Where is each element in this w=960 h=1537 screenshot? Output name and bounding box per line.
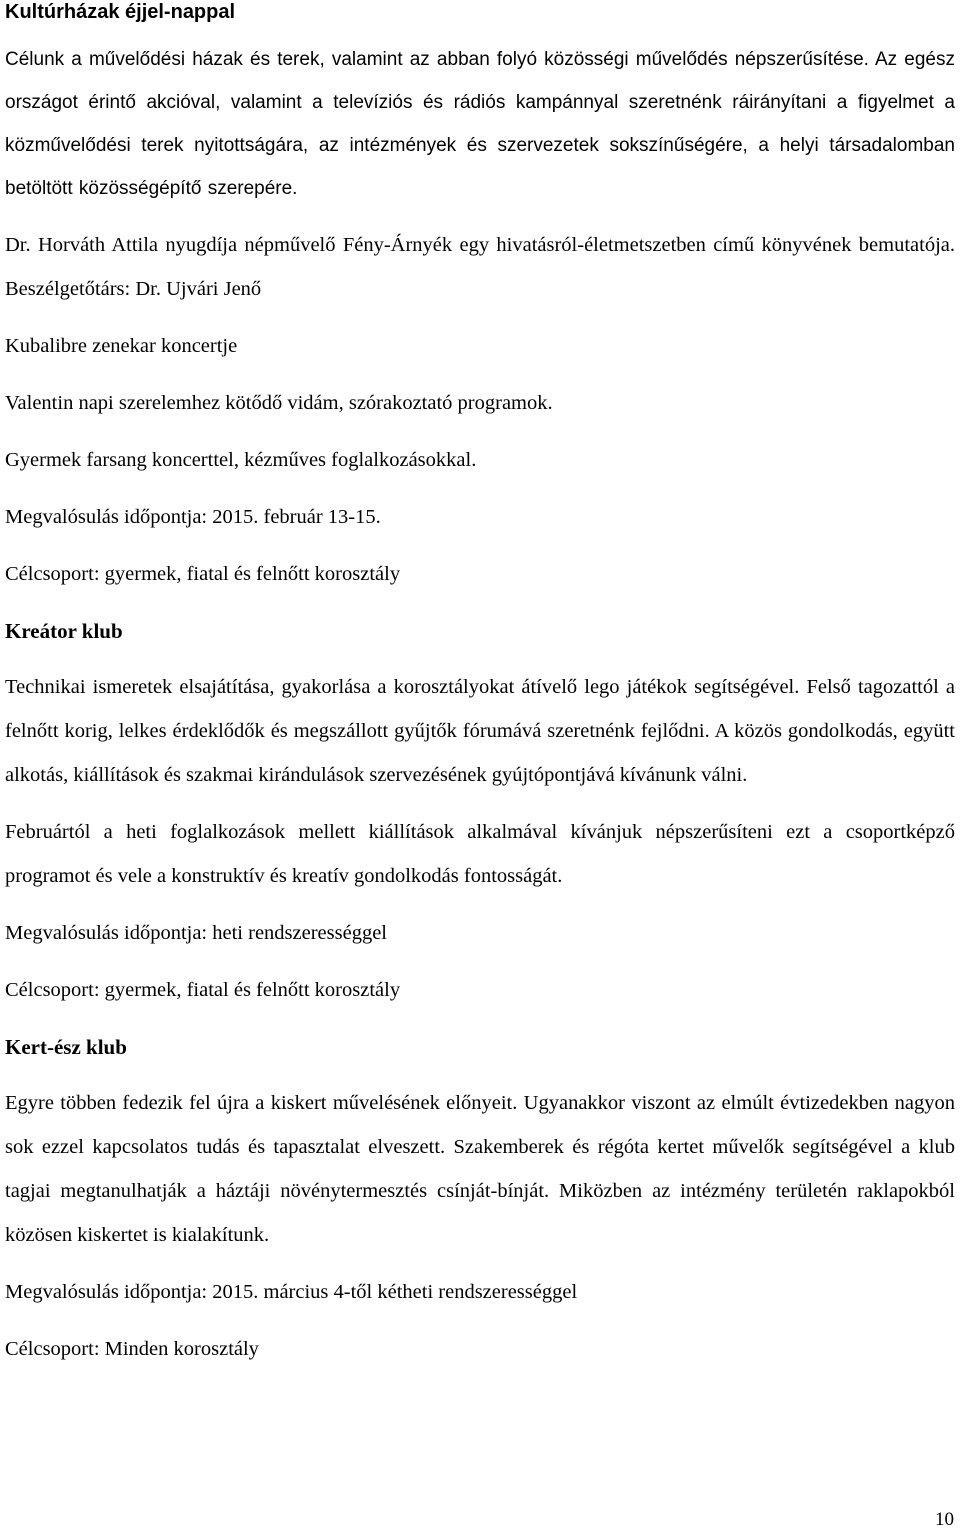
kulturhazak-date: Megvalósulás időpontja: 2015. február 13-15. [5,506,381,528]
section-title-kulturhazak: Kultúrházak éjjel-nappal [5,1,236,23]
kertesz-target: Célcsoport: Minden korosztály [5,1338,259,1360]
kulturhazak-carnival: Gyermek farsang koncerttel, kézműves foglalkozásokkal. [5,449,477,471]
kreator-paragraph-2: Februártól a heti foglalkozások mellett kiállítások alkalmával kívánjuk népszerűsíteni ezt a csoportképző programot és vele a konstruktív és kreatív gondolkodás fontosságát. [5,821,955,887]
page-content [5,0,955,1371]
kulturhazak-concert: Kubalibre zenekar koncertje [5,335,238,357]
kreator-target: Célcsoport: gyermek, fiatal és felnőtt korosztály [5,979,401,1001]
kertesz-paragraph-1: Egyre többen fedezik fel újra a kiskert művelésének előnyeit. Ugyanakkor viszont az elmúlt évtizedekben nagyon sok ezzel kapcsolatos tudás és tapasztalat elveszett. Szakemberek és régóta kertet művelők segítségével a klub tagjai megtanulhatják a háztáji növénytermesztés csínját-bínját. Miközben az intézmény területén raklapokból közösen kiskertet is kialakítunk. [5,1092,955,1246]
section-title-kertesz: Kert-ész klub [5,1035,127,1059]
kreator-paragraph-1: Technikai ismeretek elsajátítása, gyakorlása a korosztályokat átívelő lego játékok segítségével. Felső tagozattól a felnőtt korig, lelkes érdeklődők és megszállott gyűjtők fórumává szeretnénk fejlődni. A közös gondolkodás, együtt alkotás, kiállítások és szakmai kirándulások szervezésének gyújtópontjává kívánunk válni. [5,676,955,786]
kulturhazak-valentine: Valentin napi szerelemhez kötődő vidám, szórakoztató programok. [5,392,553,414]
kreator-date: Megvalósulás időpontja: heti rendszerességgel [5,922,387,944]
kulturhazak-intro: Célunk a művelődési házak és terek, valamint az abban folyó közösségi művelődés népszerűsítése. Az egész országot érintő akcióval, valamint a televíziós és rádiós kampánnyal szeretnénk ráirányítani a figyelmet a közművelődési terek nyitottságára, az intézmények és szervezetek sokszínűségére, a helyi társadalomban betöltött közösségépítő szerepére. [5,49,955,199]
kulturhazak-book-presentation: Dr. Horváth Attila nyugdíja népművelő Fény-Árnyék egy hivatásról-életmetszetben című könyvének bemutatója. Beszélgetőtárs: Dr. Ujvári Jenő [5,234,955,300]
kertesz-date: Megvalósulás időpontja: 2015. március 4-től kétheti rendszerességgel [5,1281,578,1303]
kulturhazak-target: Célcsoport: gyermek, fiatal és felnőtt korosztály [5,563,401,585]
page-number: 10 [935,1509,954,1530]
section-title-kreator: Kreátor klub [5,619,123,643]
